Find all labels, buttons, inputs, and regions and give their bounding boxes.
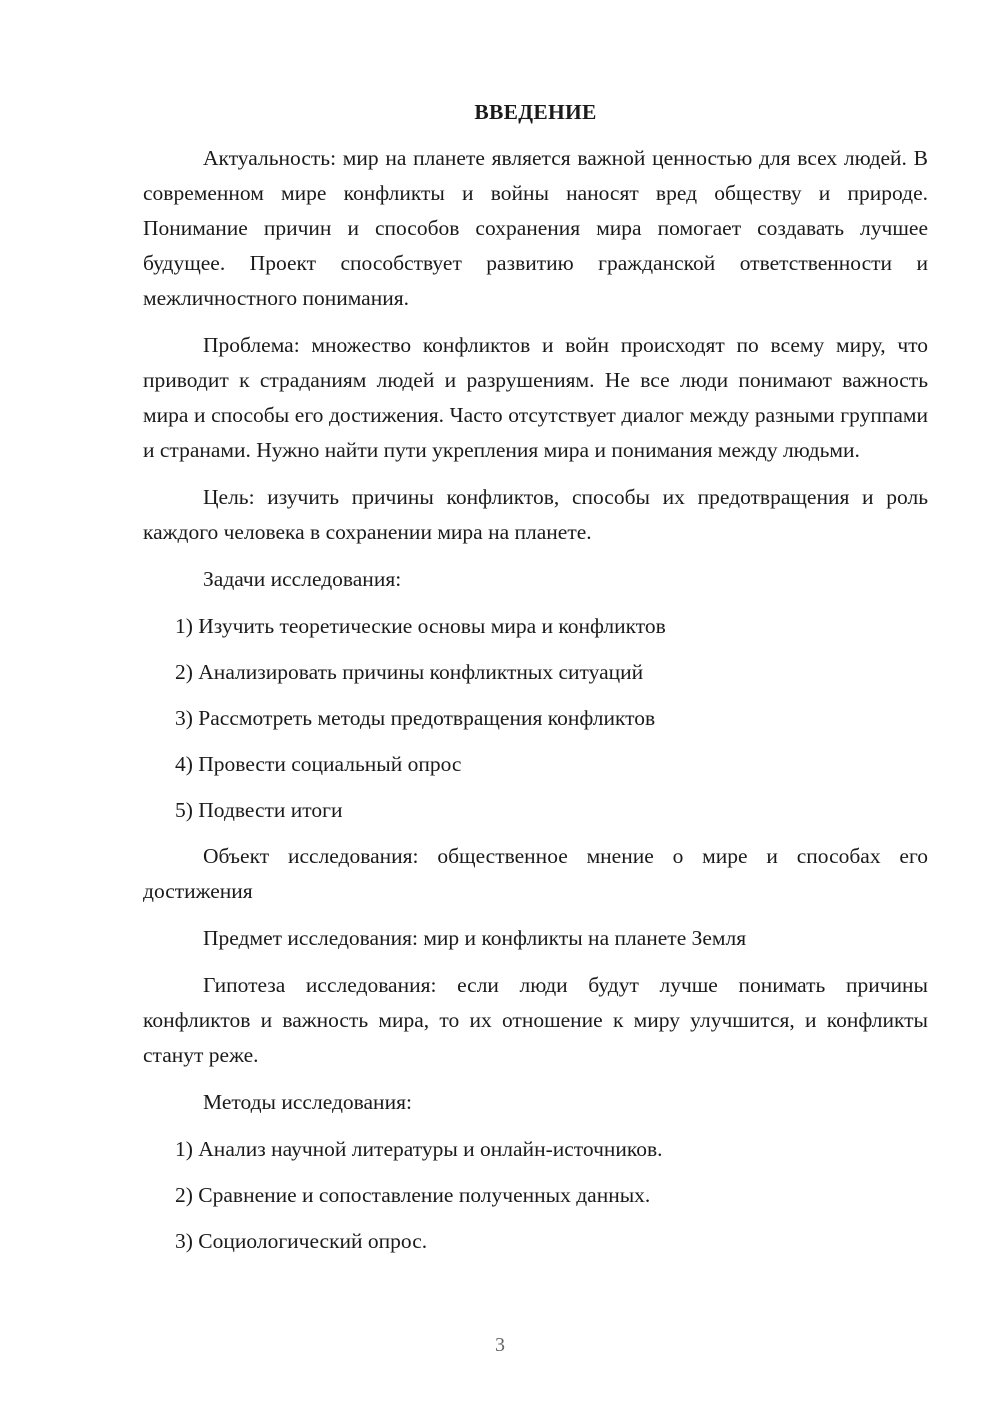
task-item: 2) Анализировать причины конфликтных ситуаций <box>175 660 644 684</box>
problem-paragraph: Проблема: множество конфликтов и войн происходят по всему миру, что приводит к страданиям людей и разрушениям. Не все люди понимают важность мира и способы его достижения. Часто отсутствует диалог между разными группами и странами. Нужно найти пути укрепления мира и понимания между людьми. <box>143 333 928 462</box>
task-item: 4) Провести социальный опрос <box>175 752 462 776</box>
methods-heading: Методы исследования: <box>203 1090 412 1114</box>
method-item: 2) Сравнение и сопоставление полученных данных. <box>175 1183 651 1207</box>
task-item: 1) Изучить теоретические основы мира и конфликтов <box>175 614 666 638</box>
tasks-heading: Задачи исследования: <box>203 567 402 591</box>
method-item: 3) Социологический опрос. <box>175 1229 428 1253</box>
task-item: 3) Рассмотреть методы предотвращения конфликтов <box>175 706 656 730</box>
tasks-list <box>143 609 928 828</box>
page-number: 3 <box>495 1334 505 1356</box>
section-title: ВВЕДЕНИЕ <box>474 100 597 124</box>
document-page <box>143 95 928 1270</box>
goal-paragraph: Цель: изучить причины конфликтов, способы их предотвращения и роль каждого человека в сохранении мира на планете. <box>143 485 928 544</box>
method-item: 1) Анализ научной литературы и онлайн-источников. <box>175 1137 663 1161</box>
subject-paragraph: Предмет исследования: мир и конфликты на планете Земля <box>203 926 747 950</box>
relevance-paragraph: Актуальность: мир на планете является важной ценностью для всех людей. В современном мире конфликты и войны наносят вред обществу и природе. Понимание причин и способов сохранения мира помогает создавать лучшее будущее. Проект способствует развитию гражданской ответственности и межличностного понимания. <box>143 146 928 310</box>
methods-list <box>143 1132 928 1259</box>
hypothesis-paragraph: Гипотеза исследования: если люди будут лучше понимать причины конфликтов и важность мира, то их отношение к миру улучшится, и конфликты станут реже. <box>143 973 928 1067</box>
object-paragraph: Объект исследования: общественное мнение о мире и способах его достижения <box>143 844 928 903</box>
task-item: 5) Подвести итоги <box>175 798 343 822</box>
